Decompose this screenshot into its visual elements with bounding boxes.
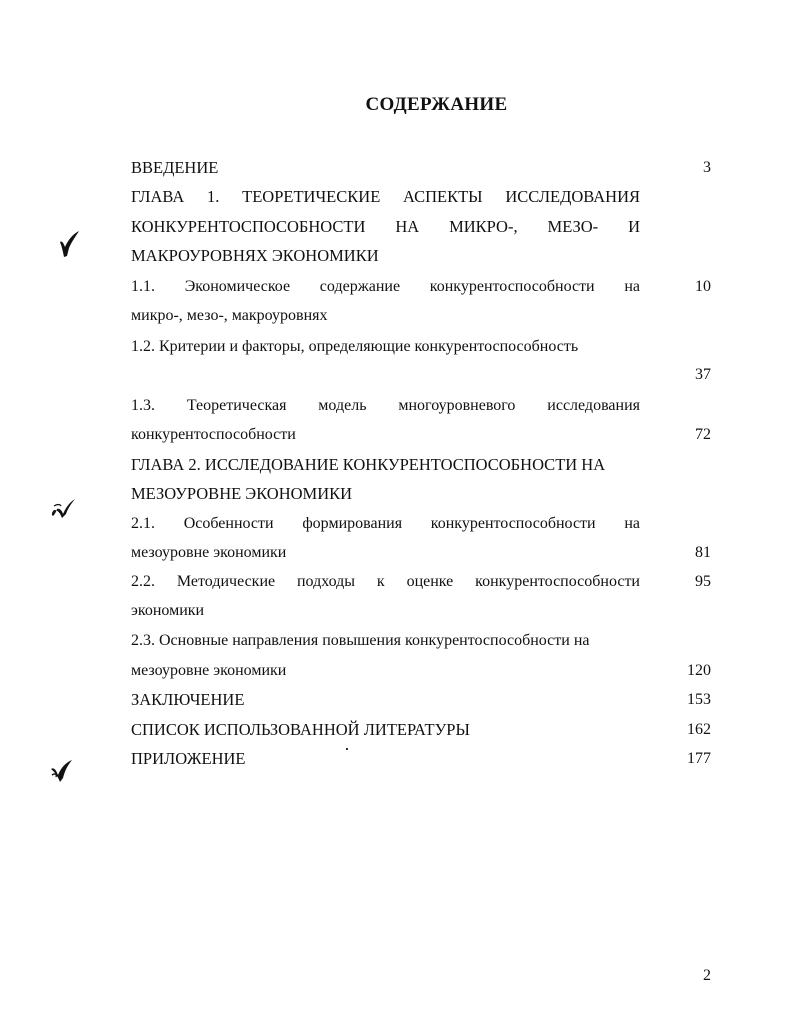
toc-entry-references: СПИСОК ИСПОЛЬЗОВАННОЙ ЛИТЕРАТУРЫ: [131, 720, 470, 739]
toc-page-1-3: 72: [695, 426, 711, 443]
toc-section-2-3-line1: 2.3. Основные направления повышения конкурентоспособности на: [131, 632, 590, 649]
toc-entry-conclusion: ЗАКЛЮЧЕНИЕ: [131, 690, 245, 709]
toc-chapter1-line1: ГЛАВА 1. ТЕОРЕТИЧЕСКИЕ АСПЕКТЫ ИССЛЕДОВАНИЯ: [131, 187, 640, 206]
page-title: СОДЕРЖАНИЕ: [365, 94, 508, 115]
stray-dot: [346, 748, 348, 750]
toc-chapter2-line1: ГЛАВА 2. ИССЛЕДОВАНИЕ КОНКУРЕНТОСПОСОБНОСТИ НА: [131, 455, 606, 474]
toc-page-2-3: 120: [687, 662, 711, 679]
check-mark-icon: [48, 757, 76, 785]
toc-page-1-1: 10: [695, 278, 711, 295]
toc-page-2-2: 95: [695, 573, 711, 590]
check-mark-icon: [48, 492, 78, 522]
toc-section-2-2-line2: экономики: [131, 602, 205, 619]
toc-section-1-1-line1: 1.1. Экономическое содержание конкурентоспособности на: [131, 278, 640, 295]
toc-chapter1-line2: КОНКУРЕНТОСПОСОБНОСТИ НА МИКРО-, МЕЗО- И: [131, 217, 640, 236]
toc-page-2-1: 81: [695, 544, 711, 561]
toc-page-references: 162: [687, 721, 711, 738]
toc-section-2-3-line2: мезоуровне экономики: [131, 662, 287, 679]
toc-page-appendix: 177: [687, 750, 711, 767]
check-mark-icon: [56, 228, 82, 260]
toc-section-2-1-line2: мезоуровне экономики: [131, 544, 287, 561]
toc-section-1-3-line2: конкурентоспособности: [131, 426, 296, 443]
toc-chapter1-line3: МАКРОУРОВНЯХ ЭКОНОМИКИ: [131, 246, 379, 265]
toc-section-1-3-line1: 1.3. Теоретическая модель многоуровневого исследования: [131, 397, 640, 414]
toc-section-1-1-line2: микро-, мезо-, макроуровнях: [131, 307, 328, 324]
toc-page-conclusion: 153: [687, 691, 711, 708]
toc-entry-intro: ВВЕДЕНИЕ: [131, 158, 219, 177]
toc-page-1-2: 37: [695, 366, 711, 383]
toc-entry-appendix: ПРИЛОЖЕНИЕ: [131, 749, 246, 768]
toc-section-2-1-line1: 2.1. Особенности формирования конкурентоспособности на: [131, 515, 640, 532]
page-number: 2: [703, 967, 711, 984]
toc-chapter2-line2: МЕЗОУРОВНЕ ЭКОНОМИКИ: [131, 484, 353, 503]
toc-page-intro: 3: [703, 159, 711, 176]
toc-section-1-2-line1: 1.2. Критерии и факторы, определяющие конкурентоспособность: [131, 338, 579, 355]
toc-section-2-2-line1: 2.2. Методические подходы к оценке конкурентоспособности: [131, 573, 640, 590]
